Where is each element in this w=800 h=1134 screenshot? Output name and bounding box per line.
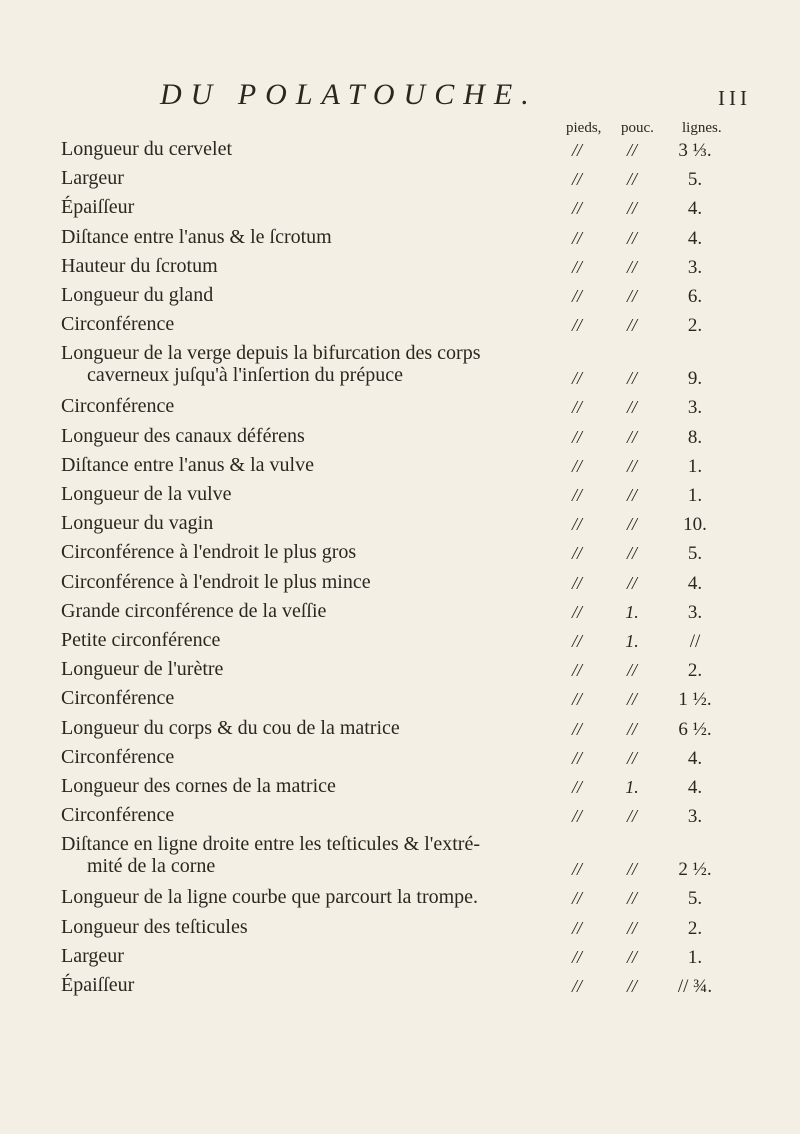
cell-pieds: // [571, 543, 582, 564]
row-label [61, 167, 481, 189]
row-label [61, 974, 481, 996]
column-header-pieds: pieds, [566, 120, 602, 136]
cell-pouc: // [626, 543, 637, 564]
row-label-line-1: Longueur de la verge depuis la bifurcation des corps [61, 342, 481, 365]
row-label [61, 512, 481, 534]
table-row [0, 483, 800, 512]
cell-pouc: // [626, 888, 637, 909]
table-row [0, 833, 800, 886]
row-label [61, 775, 481, 797]
cell-lignes: 5. [687, 888, 703, 910]
row-label [61, 833, 481, 877]
row-label-text: Circonférence [61, 745, 175, 768]
cell-pouc: 1. [625, 601, 639, 622]
row-label [61, 138, 481, 160]
table-row [0, 138, 800, 167]
cell-pouc: 1. [625, 631, 639, 651]
cell-pieds: // [571, 777, 582, 797]
page-number: III [718, 86, 751, 110]
cell-pouc: // [626, 859, 637, 880]
row-label [61, 425, 481, 447]
cell-lignes: 3. [687, 806, 703, 828]
cell-lignes: 6 ½. [678, 718, 712, 740]
row-label-text: Épaiſſeur [61, 974, 135, 996]
cell-pieds: // [571, 169, 582, 190]
cell-pieds: // [571, 140, 582, 160]
cell-pieds: // [571, 572, 582, 593]
row-label [61, 226, 481, 248]
cell-lignes: // [689, 631, 701, 652]
cell-lignes: 3. [687, 256, 703, 278]
cell-lignes: 4. [687, 227, 703, 249]
cell-pouc: // [626, 806, 637, 827]
row-label [61, 600, 481, 622]
table-row [0, 255, 800, 284]
cell-pieds: // [571, 976, 582, 996]
row-label-text: Longueur des teſticules [61, 915, 248, 938]
cell-pouc: // [626, 689, 637, 710]
row-label-line-2: caverneux juſqu'à l'inſertion du prépuce [87, 364, 403, 387]
cell-lignes: 3. [687, 601, 703, 623]
row-label-text: Longueur des canaux déférens [61, 424, 305, 447]
cell-lignes: 6. [687, 286, 703, 307]
cell-lignes: 1 ½. [678, 689, 712, 711]
row-label [61, 313, 481, 335]
table-row [0, 226, 800, 255]
row-label [61, 483, 481, 505]
cell-pieds: // [571, 514, 582, 535]
cell-lignes: 4. [687, 777, 703, 798]
cell-pieds: // [571, 426, 582, 447]
cell-lignes: 4. [687, 747, 703, 769]
row-label-text: Longueur du gland [61, 284, 214, 306]
cell-lignes: 1. [687, 946, 703, 968]
row-label [61, 717, 481, 739]
cell-lignes: 4. [687, 572, 703, 594]
row-label [61, 571, 481, 593]
column-header-pouc: pouc. [621, 120, 654, 136]
row-label [61, 916, 481, 938]
cell-pieds: // [571, 859, 582, 880]
cell-pieds: // [571, 455, 582, 476]
row-label-text: Circonférence à l'endroit le plus gros [61, 541, 357, 564]
page-header [0, 78, 800, 118]
row-label-text: Circonférence [61, 313, 175, 336]
column-header-lignes: lignes. [682, 120, 722, 136]
table-row [0, 658, 800, 687]
row-label-text: Épaiſſeur [61, 196, 135, 219]
cell-pouc: // [626, 397, 637, 418]
table-row [0, 916, 800, 945]
cell-lignes: 2 ½. [678, 859, 712, 881]
cell-pouc: // [626, 426, 637, 447]
row-label [61, 804, 481, 826]
cell-pouc: // [626, 718, 637, 739]
table-row [0, 425, 800, 454]
row-label [61, 658, 481, 680]
cell-pieds: // [571, 256, 582, 277]
row-label-text: Longueur de l'urètre [61, 658, 224, 681]
row-label [61, 746, 481, 768]
row-label-text: Largeur [61, 167, 124, 190]
table-row [0, 886, 800, 915]
cell-lignes: 1. [687, 455, 703, 477]
row-label-text: Longueur du corps & du cou de la matrice [61, 716, 400, 739]
cell-lignes: 9. [687, 368, 703, 390]
row-label [61, 945, 481, 967]
table-row [0, 629, 800, 658]
row-label-text: Longueur des cornes de la matrice [61, 775, 336, 797]
cell-pouc: // [626, 256, 637, 277]
cell-lignes: 2. [687, 315, 703, 337]
cell-pieds: // [571, 888, 582, 909]
table-row [0, 804, 800, 833]
row-label-text: Circonférence à l'endroit le plus mince [61, 570, 371, 593]
row-label [61, 255, 481, 277]
row-label-text: Diſtance entre l'anus & la vulve [61, 453, 314, 476]
cell-pouc: 1. [625, 777, 639, 797]
cell-lignes: 1. [687, 485, 703, 506]
table-row [0, 454, 800, 483]
cell-pieds: // [571, 660, 582, 681]
cell-pieds: // [571, 485, 582, 505]
cell-pieds: // [571, 198, 582, 219]
running-title: DU POLATOUCHE. [160, 78, 538, 111]
cell-pieds: // [571, 718, 582, 739]
table-row [0, 687, 800, 716]
row-label [61, 284, 481, 306]
row-label [61, 886, 481, 908]
cell-pieds: // [571, 368, 582, 389]
cell-pieds: // [571, 315, 582, 336]
cell-pouc: // [626, 227, 637, 248]
row-label [61, 196, 481, 218]
cell-pouc: // [626, 368, 637, 389]
row-label [61, 342, 481, 386]
table-row [0, 167, 800, 196]
row-label-text: Petite circonférence [61, 629, 221, 651]
table-row [0, 717, 800, 746]
cell-pouc: // [626, 140, 637, 160]
cell-pieds: // [571, 601, 582, 622]
cell-lignes: 3 ⅓. [678, 140, 712, 161]
cell-lignes: // ¾. [677, 976, 713, 997]
table-row [0, 945, 800, 974]
table-row [0, 600, 800, 629]
cell-pouc: // [626, 455, 637, 476]
row-label-text: Longueur de la vulve [61, 483, 232, 505]
table-row [0, 571, 800, 600]
table-row [0, 974, 800, 1003]
row-label-text: Longueur de la ligne courbe que parcourt la trompe. [61, 886, 479, 909]
cell-pouc: // [626, 315, 637, 336]
cell-pieds: // [571, 397, 582, 418]
cell-pieds: // [571, 806, 582, 827]
cell-lignes: 3. [687, 397, 703, 419]
row-label-text: Longueur du cervelet [61, 138, 233, 160]
cell-pouc: // [626, 514, 637, 535]
row-label-text: Circonférence [61, 687, 175, 710]
row-label-line-2: mité de la corne [87, 855, 216, 878]
cell-pouc: // [626, 747, 637, 768]
cell-pieds: // [571, 689, 582, 710]
row-label-text: Largeur [61, 944, 124, 967]
cell-pouc: // [626, 976, 637, 996]
row-label-text: Diſtance entre l'anus & le ſcrotum [61, 225, 332, 248]
cell-pouc: // [626, 660, 637, 681]
row-label [61, 687, 481, 709]
cell-lignes: 2. [687, 917, 703, 939]
cell-lignes: 2. [687, 660, 703, 682]
cell-pouc: // [626, 946, 637, 967]
cell-pouc: // [626, 917, 637, 938]
row-label [61, 395, 481, 417]
row-label [61, 454, 481, 476]
cell-lignes: 5. [687, 169, 703, 191]
table-row [0, 512, 800, 541]
table-row [0, 342, 800, 395]
cell-pouc: // [626, 286, 637, 306]
cell-pieds: // [571, 747, 582, 768]
row-label-text: Hauteur du ſcrotum [61, 254, 218, 277]
table-row [0, 313, 800, 342]
cell-lignes: 8. [687, 426, 703, 448]
row-label [61, 629, 481, 651]
cell-pieds: // [571, 227, 582, 248]
cell-lignes: 5. [687, 543, 703, 565]
row-label-line-1: Diſtance en ligne droite entre les teſticules & l'extré- [61, 833, 480, 856]
table-row [0, 284, 800, 313]
row-label-text: Circonférence [61, 395, 175, 418]
cell-lignes: 10. [683, 514, 707, 536]
table-row [0, 775, 800, 804]
row-label-text: Longueur du vagin [61, 512, 214, 535]
row-label-text: Grande circonférence de la veſſie [61, 599, 327, 622]
table-row [0, 541, 800, 570]
row-label-text: Circonférence [61, 804, 175, 827]
cell-pieds: // [571, 946, 582, 967]
cell-pouc: // [626, 198, 637, 219]
cell-pouc: // [626, 572, 637, 593]
cell-pieds: // [571, 917, 582, 938]
table-row [0, 395, 800, 424]
cell-pieds: // [571, 286, 582, 306]
table-row [0, 196, 800, 225]
cell-pieds: // [571, 631, 582, 651]
cell-pouc: // [626, 169, 637, 190]
table-row [0, 746, 800, 775]
row-label [61, 541, 481, 563]
cell-pouc: // [626, 485, 637, 505]
cell-lignes: 4. [687, 198, 703, 220]
